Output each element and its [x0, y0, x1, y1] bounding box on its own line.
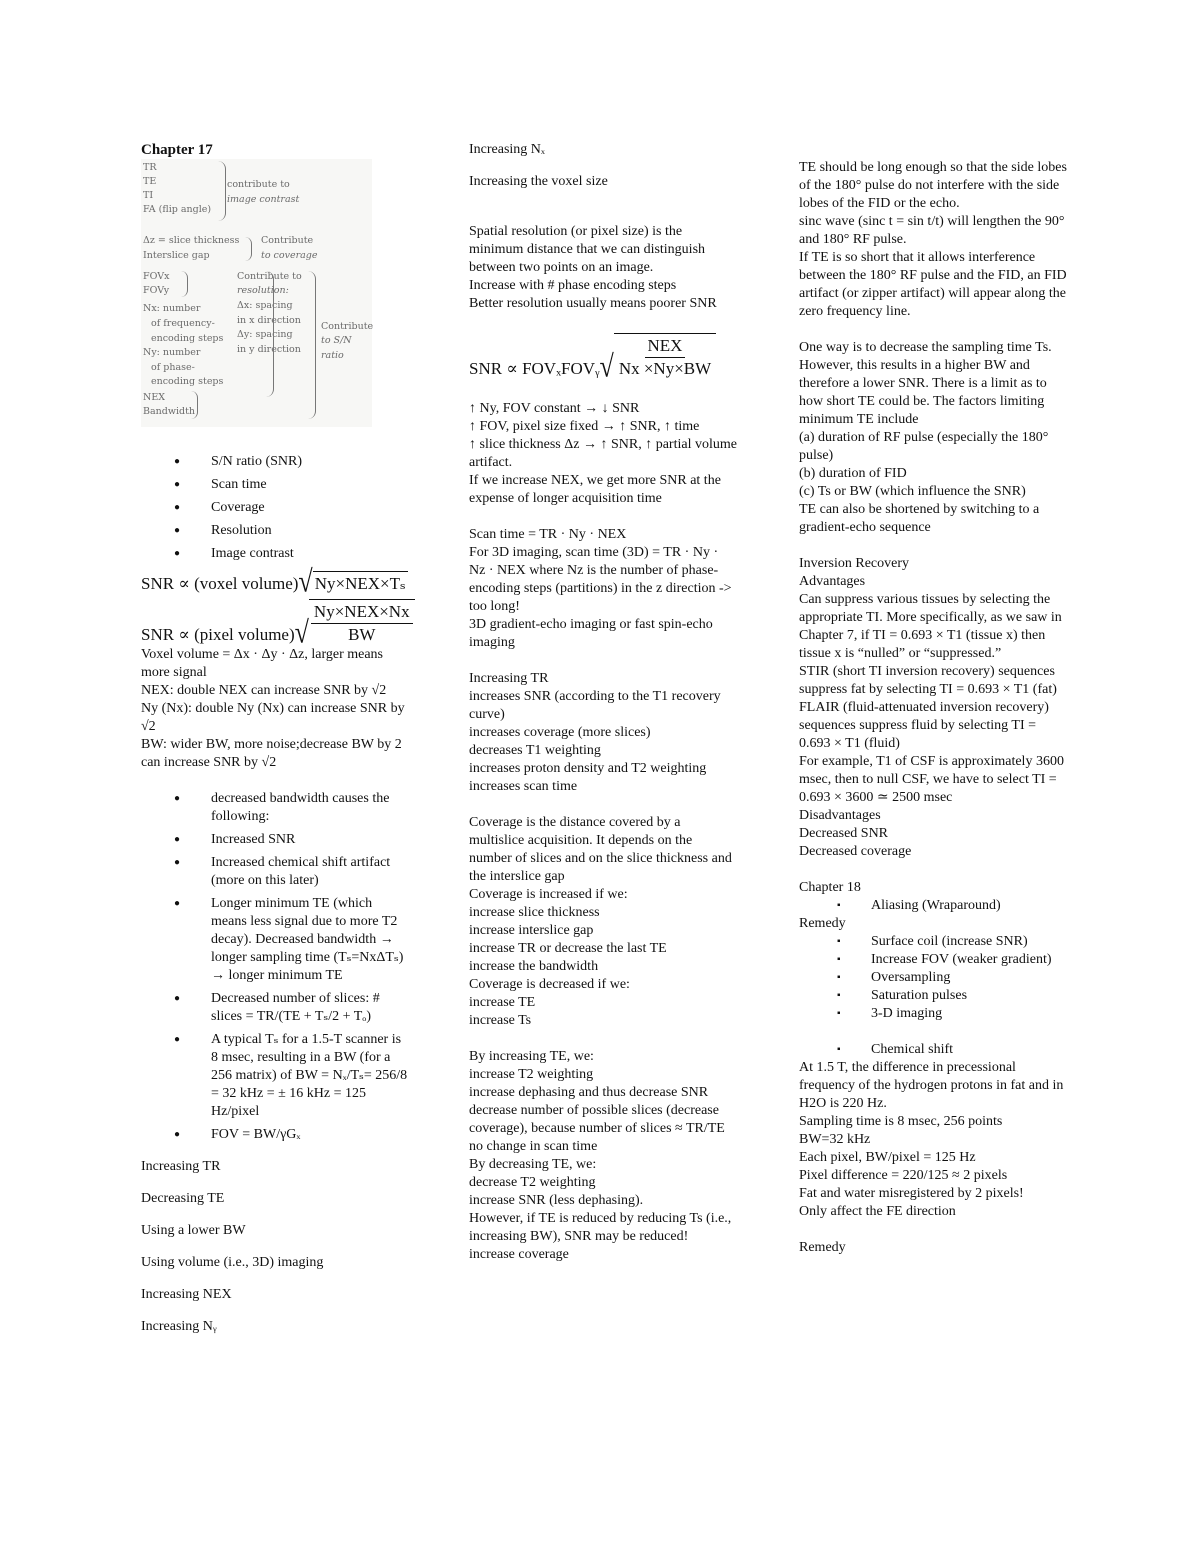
text-line: decrease number of possible slices (decrease coverage), because number of slices ≈ TR/TE — [469, 1103, 725, 1136]
diagram-label: Δx: spacing — [237, 300, 293, 311]
text-paragraph — [469, 400, 737, 508]
text-line: Coverage is decreased if we: — [469, 977, 630, 992]
formula-radicand — [614, 333, 716, 380]
diagram-label: Contribute — [321, 321, 374, 332]
text-line: Using volume (i.e., 3D) imaging — [141, 1255, 324, 1270]
text-line: Better resolution usually means poorer SNR — [469, 296, 717, 311]
diagram-label: NEX — [143, 392, 166, 403]
formula-lhs: SNR ∝ FOVₓFOVᵧ — [469, 359, 600, 378]
text-line: NEX: double NEX can increase SNR by √2 — [141, 683, 387, 698]
list-item-text: decreased bandwidth causes the following: — [211, 791, 390, 824]
snr-formula — [469, 333, 737, 384]
disc-bullet-icon: ● — [174, 898, 181, 909]
text-paragraph — [469, 526, 737, 652]
text-line: Advantages — [799, 574, 866, 589]
diagram-label: encoding steps — [151, 333, 224, 344]
column-1 — [141, 141, 409, 1336]
disc-bullet-icon: ● — [174, 456, 181, 467]
text-line: Coverage is increased if we: — [469, 887, 628, 902]
list-item — [799, 897, 1067, 915]
diagram-label: Nx: number — [143, 303, 201, 314]
text-line: increases scan time — [469, 779, 578, 794]
formula-denominator: Nx ×Ny×BW — [618, 359, 712, 378]
text-paragraph — [141, 1158, 409, 1176]
brace-icon — [265, 271, 274, 397]
text-line: Fat and water misregistered by 2 pixels! — [799, 1186, 1024, 1201]
brace-icon — [191, 391, 198, 419]
text-line: increase T2 weighting — [469, 1067, 594, 1082]
diagram-label: Δz = slice thickness — [143, 235, 240, 246]
text-line: Increasing TR — [469, 671, 549, 686]
brace-icon — [181, 271, 188, 297]
bullet-list — [141, 453, 409, 563]
list-item — [141, 476, 409, 494]
text-line: Remedy — [799, 1240, 846, 1255]
text-paragraph — [799, 339, 1067, 537]
diagram-label: in x direction — [237, 315, 301, 326]
square-bullet-icon: ▪ — [837, 954, 841, 965]
diagram-label: TI — [143, 190, 154, 201]
list-item-text: FOV = BW/γGₓ — [211, 1127, 301, 1142]
list-item-text: Image contrast — [211, 546, 294, 561]
list-item — [141, 854, 409, 890]
text-line: BW=32 kHz — [799, 1132, 871, 1147]
text-line: For example, T1 of CSF is approximately 3600 msec, then to null CSF, we have to select TI = 0.693 × 3600 ≃ 2500 msec — [799, 754, 1064, 805]
diagram-label: FOVy — [143, 285, 170, 296]
square-bullet-icon: ▪ — [837, 1008, 841, 1019]
text-line: TE can also be shortened by switching to a gradient-echo sequence — [799, 502, 1040, 535]
text-line: Remedy — [799, 916, 846, 931]
diagram-label: to coverage — [261, 250, 318, 261]
brace-icon — [307, 271, 316, 419]
text-line: Sampling time is 8 msec, 256 points — [799, 1114, 1003, 1129]
diagram-label: FOVx — [143, 271, 170, 282]
text-line: ↑ Ny, FOV constant → ↓ SNR — [469, 401, 640, 416]
square-bullet-icon: ▪ — [837, 1044, 841, 1055]
formula-denominator: BW — [348, 625, 376, 644]
brace-icon — [245, 237, 252, 261]
diagram-label: encoding steps — [151, 376, 224, 387]
list-item-text: 3-D imaging — [871, 1006, 943, 1021]
diagram-label: resolution: — [237, 285, 289, 296]
text-paragraph — [799, 1059, 1067, 1221]
list-item — [141, 790, 409, 826]
list-item — [799, 1041, 1067, 1059]
list-item — [141, 1126, 409, 1144]
text-line: Increasing Nₓ — [469, 142, 545, 157]
column-2 — [469, 141, 737, 1264]
list-item-text: Scan time — [211, 477, 267, 492]
diagram-label: contribute to — [227, 179, 290, 190]
text-line: (a) duration of RF pulse (especially the 180° pulse) — [799, 430, 1049, 463]
text-line: decrease T2 weighting — [469, 1175, 596, 1190]
list-item-text: Aliasing (Wraparound) — [871, 898, 1001, 913]
square-bullet-icon: ▪ — [837, 936, 841, 947]
text-line: Can suppress various tissues by selecting the appropriate TI. More specifically, as we saw in Chapter 7, if TI = 0.693 × T1 (tissue x) then tissue x is “nulled” or “suppressed.” — [799, 592, 1062, 661]
disc-bullet-icon: ● — [174, 548, 181, 559]
square-bullet-icon: ▪ — [837, 990, 841, 1001]
disc-bullet-icon: ● — [174, 793, 181, 804]
text-line: increase TR or decrease the last TE — [469, 941, 667, 956]
square-bullet-icon: ▪ — [837, 900, 841, 911]
text-line: Decreased SNR — [799, 826, 889, 841]
text-line: Chapter 18 — [799, 880, 861, 895]
diagram-label: in y direction — [237, 344, 301, 355]
list-item — [799, 987, 1067, 1005]
column-3 — [799, 159, 1067, 1257]
text-paragraph — [799, 159, 1067, 321]
text-line: Increasing the voxel size — [469, 174, 608, 189]
disc-bullet-icon: ● — [174, 1034, 181, 1045]
text-line: Decreasing TE — [141, 1191, 225, 1206]
list-item — [141, 990, 409, 1026]
list-item-text: Increased SNR — [211, 832, 296, 847]
list-item — [141, 831, 409, 849]
disc-bullet-icon: ● — [174, 525, 181, 536]
text-line: increase coverage — [469, 1247, 569, 1262]
list-item — [141, 499, 409, 517]
diagram-label: FA (flip angle) — [143, 204, 212, 215]
list-item-text: Surface coil (increase SNR) — [871, 934, 1028, 949]
text-line: FLAIR (fluid-attenuated inversion recovery) sequences suppress fluid by selecting TI = 0.693 × T1 (fluid) — [799, 700, 1049, 751]
disc-bullet-icon: ● — [174, 502, 181, 513]
text-paragraph — [469, 173, 737, 191]
text-line: By decreasing TE, we: — [469, 1157, 597, 1172]
text-line: no change in scan time — [469, 1139, 598, 1154]
text-line: increase TE — [469, 995, 536, 1010]
list-item-text: Resolution — [211, 523, 272, 538]
disc-bullet-icon: ● — [174, 834, 181, 845]
text-paragraph — [469, 814, 737, 1030]
text-line: Inversion Recovery — [799, 556, 910, 571]
square-root-icon: √ — [294, 615, 309, 650]
disc-bullet-icon: ● — [174, 993, 181, 1004]
diagram-label: Contribute — [261, 235, 314, 246]
text-line: increase dephasing and thus decrease SNR — [469, 1085, 709, 1100]
list-item-text: Coverage — [211, 500, 265, 515]
diagram-label: of frequency- — [151, 318, 215, 329]
text-line: increase Ts — [469, 1013, 532, 1028]
text-line: increase interslice gap — [469, 923, 594, 938]
snr-formula — [141, 564, 409, 599]
list-item-text: Decreased number of slices: # slices = TR/(TE + Tₛ/2 + Tₒ) — [211, 991, 380, 1024]
square-root-icon: √ — [599, 349, 614, 384]
text-line: Increase with # phase encoding steps — [469, 278, 677, 293]
diagram-label: Δy: spacing — [237, 329, 293, 340]
list-item — [799, 969, 1067, 987]
diagram-label: image contrast — [227, 194, 300, 205]
text-paragraph — [141, 1286, 409, 1304]
text-paragraph — [141, 1254, 409, 1272]
text-line: (c) Ts or BW (which influence the SNR) — [799, 484, 1026, 499]
text-line: increase the bandwidth — [469, 959, 599, 974]
list-item — [141, 895, 409, 985]
disc-bullet-icon: ● — [174, 857, 181, 868]
brace-icon — [217, 161, 226, 221]
diagram-label: ratio — [321, 350, 344, 361]
list-item-text: A typical Tₛ for a 1.5-T scanner is 8 msec, resulting in a BW (for a 256 matrix) of BW = Nₓ/Tₛ= 256/8 = 32 kHz = ± 16 kHz = 125 Hz/pixel — [211, 1032, 408, 1119]
disc-bullet-icon: ● — [174, 479, 181, 490]
text-line: STIR (short TI inversion recovery) sequences suppress fat by selecting TI = 0.693 × T1 (fat) — [799, 664, 1057, 697]
text-line: Ny (Nx): double Ny (Nx) can increase SNR by √2 — [141, 701, 405, 734]
text-paragraph — [799, 879, 1067, 897]
text-line: Using a lower BW — [141, 1223, 246, 1238]
diagram-label: TR — [143, 162, 157, 173]
text-line: increases SNR (according to the T1 recovery curve) — [469, 689, 721, 722]
text-paragraph — [799, 915, 1067, 933]
list-item-text: Chemical shift — [871, 1042, 954, 1057]
square-root-icon: √ — [298, 564, 313, 599]
text-line: At 1.5 T, the difference in precessional frequency of the hydrogen protons in fat and in H2O is 220 Hz. — [799, 1060, 1064, 1111]
list-item-text: S/N ratio (SNR) — [211, 454, 302, 469]
list-item-text: Saturation pulses — [871, 988, 968, 1003]
formula-numerator: NEX — [645, 335, 686, 358]
diagram-label: Contribute to — [237, 271, 302, 282]
text-line: 3D gradient-echo imaging or fast spin-echo imaging — [469, 617, 713, 650]
text-paragraph — [141, 1190, 409, 1208]
text-line: (b) duration of FID — [799, 466, 907, 481]
list-item — [141, 545, 409, 563]
bullet-list — [799, 1041, 1067, 1059]
bullet-list — [141, 790, 409, 1144]
text-line: Decreased coverage — [799, 844, 912, 859]
list-item-text: Oversampling — [871, 970, 951, 985]
text-line: increase SNR (less dephasing). — [469, 1193, 644, 1208]
list-item — [799, 1005, 1067, 1023]
text-paragraph — [141, 646, 409, 772]
list-item — [141, 453, 409, 471]
text-line: increases coverage (more slices) — [469, 725, 651, 740]
text-line: Disadvantages — [799, 808, 881, 823]
text-line: Pixel difference = 220/125 ≈ 2 pixels — [799, 1168, 1008, 1183]
formula-radicand — [313, 571, 408, 595]
text-line: If we increase NEX, we get more SNR at the expense of longer acquisition time — [469, 473, 721, 506]
formula-numerator: Ny×NEX×Tₛ — [314, 574, 406, 593]
text-line: Each pixel, BW/pixel = 125 Hz — [799, 1150, 976, 1165]
text-line: BW: wider BW, more noise;decrease BW by 2 can increase SNR by √2 — [141, 737, 402, 770]
text-line: ↑ FOV, pixel size fixed → ↑ SNR, ↑ time — [469, 419, 700, 434]
text-paragraph — [799, 1239, 1067, 1257]
text-paragraph — [469, 670, 737, 796]
list-item — [799, 933, 1067, 951]
formula-radicand — [309, 599, 415, 646]
text-line: Increasing Nᵧ — [141, 1319, 217, 1334]
text-paragraph — [141, 1318, 409, 1336]
diagram-label: Ny: number — [143, 347, 201, 358]
list-item-text: Increase FOV (weaker gradient) — [871, 952, 1052, 967]
chapter-heading: Chapter 17 — [141, 142, 213, 158]
bullet-list — [799, 933, 1067, 1023]
text-paragraph — [469, 141, 737, 159]
formula-numerator: Ny×NEX×Nx — [311, 601, 413, 624]
diagram-label: Interslice gap — [143, 250, 210, 261]
text-paragraph — [799, 555, 1067, 861]
text-line: Spatial resolution (or pixel size) is the minimum distance that we can distinguish between two points on an image. — [469, 224, 706, 275]
text-line: Coverage is the distance covered by a multislice acquisition. It depends on the number of slices and on the slice thickness and the interslice gap — [469, 815, 732, 884]
diagram-label: of phase- — [151, 362, 195, 373]
text-line: increases proton density and T2 weighting — [469, 761, 707, 776]
text-line: decreases T1 weighting — [469, 743, 601, 758]
text-line: Increasing TR — [141, 1159, 221, 1174]
text-line: If TE is so short that it allows interference between the 180° RF pulse and the FID, an FID artifact (or zipper artifact) will appear along the zero frequency line. — [799, 250, 1067, 319]
text-line: By increasing TE, we: — [469, 1049, 594, 1064]
list-item-text: Increased chemical shift artifact (more on this later) — [211, 855, 391, 888]
text-line: increase slice thickness — [469, 905, 600, 920]
bullet-list — [799, 897, 1067, 915]
disc-bullet-icon: ● — [174, 1129, 181, 1140]
text-paragraph — [469, 1048, 737, 1264]
formula-lhs: SNR ∝ (pixel volume) — [141, 625, 295, 644]
text-line: Voxel volume = Δx · Δy · Δz, larger means more signal — [141, 647, 383, 680]
text-line: Increasing NEX — [141, 1287, 232, 1302]
text-paragraph — [469, 223, 737, 313]
diagram-label: to S/N — [321, 335, 352, 346]
snr-formula — [141, 599, 410, 650]
text-line: However, if TE is reduced by reducing Ts (i.e., increasing BW), SNR may be reduced! — [469, 1211, 732, 1244]
list-item — [799, 951, 1067, 969]
text-line: ↑ slice thickness Δz → ↑ SNR, ↑ partial volume artifact. — [469, 437, 737, 470]
text-line: For 3D imaging, scan time (3D) = TR · Ny · Nz · NEX where Nz is the number of phase-encoding steps (partitions) in the z direction -> too long! — [469, 545, 732, 614]
text-paragraph — [141, 1222, 409, 1240]
text-line: Only affect the FE direction — [799, 1204, 956, 1219]
text-line: sinc wave (sinc t = sin t/t) will lengthen the 90° and 180° RF pulse. — [799, 214, 1065, 247]
list-item — [141, 1031, 409, 1121]
parameter-diagram-figure — [141, 159, 372, 427]
list-item-text: Longer minimum TE (which means less signal due to more T2 decay). Decreased bandwidth → longer sampling time (Tₛ=NxΔTₛ) → longer minimum TE — [211, 896, 404, 983]
formula-lhs: SNR ∝ (voxel volume) — [141, 574, 299, 593]
text-line: TE should be long enough so that the side lobes of the 180° pulse do not interfere with the side lobes of the FID or the echo. — [799, 160, 1067, 211]
list-item — [141, 522, 409, 540]
square-bullet-icon: ▪ — [837, 972, 841, 983]
diagram-label: Bandwidth — [143, 406, 196, 417]
diagram-label: TE — [143, 176, 157, 187]
text-line: Scan time = TR · Ny · NEX — [469, 527, 627, 542]
text-line: One way is to decrease the sampling time Ts. However, this results in a higher BW and therefore a lower SNR. There is a limit as to how short TE could be. The factors limiting minimum TE include — [799, 340, 1052, 427]
